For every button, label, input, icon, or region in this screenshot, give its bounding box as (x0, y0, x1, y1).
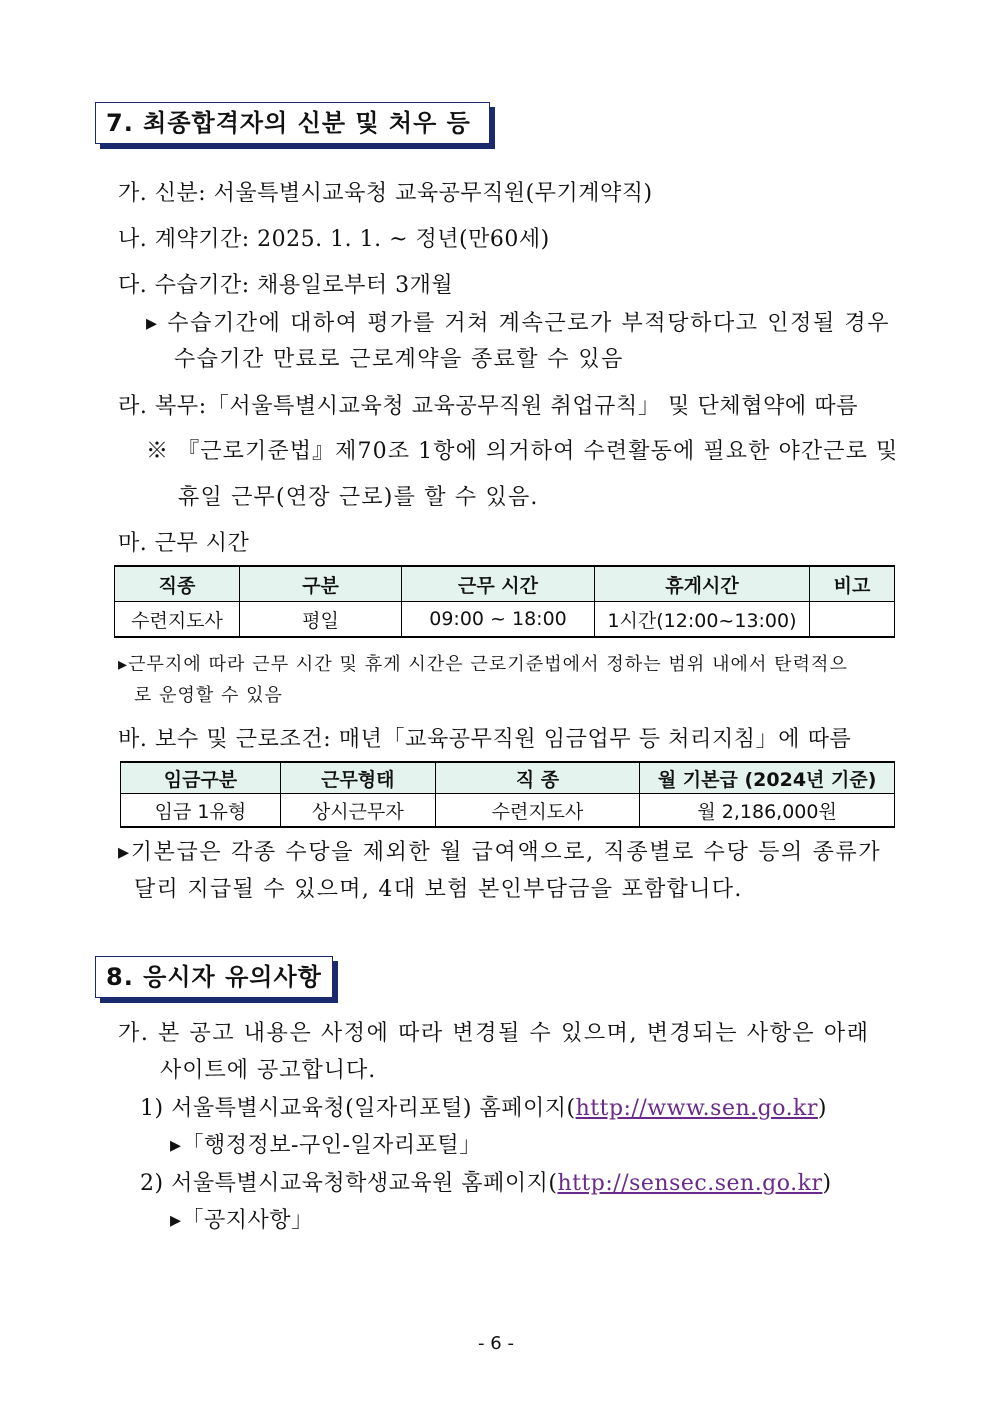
sen-homepage-link[interactable]: http://www.sen.go.kr (575, 1096, 818, 1121)
site-item-1-label: 1) 서울특별시교육청(일자리포털) 홈페이지( (140, 1096, 576, 1121)
cell-job-type: 수련지도사 (115, 602, 240, 638)
section-7-title (95, 102, 490, 144)
notice-ga-line2: 사이트에 공고합니다. (160, 1058, 377, 1083)
page-number: - 6 - (478, 1333, 514, 1354)
header-work-form: 근무형태 (280, 762, 435, 794)
header-pay-type: 임금구분 (121, 762, 281, 794)
header-remarks: 비고 (810, 566, 895, 602)
cell-job: 수련지도사 (435, 794, 640, 828)
cell-work-time: 09:00 ~ 18:00 (402, 602, 595, 638)
item-na-contract-period: 나. 계약기간: 2025. 1. 1. ~ 정년(만60세) (118, 227, 550, 252)
notice-ga-line1: 가. 본 공고 내용은 사정에 따라 변경될 수 있으며, 변경되는 사항은 아래 (118, 1021, 870, 1046)
site-item-2-path: ▸「공지사항」 (170, 1208, 314, 1233)
labor-law-note-line1: ※ 『근로기준법』제70조 1항에 의거하여 수련활동에 필요한 야간근로 및 (146, 439, 899, 464)
cell-monthly-base-pay: 월 2,186,000원 (640, 794, 895, 828)
work-hours-header-row (115, 566, 895, 602)
work-hours-note-line1: ▸근무지에 따라 근무 시간 및 휴게 시간은 근로기준법에서 정하는 범위 내에서 탄력적으 (118, 654, 848, 675)
item-ra-duty: 라. 복무:「서울특별시교육청 교육공무직원 취업규칙」 및 단체협약에 따름 (118, 394, 859, 419)
sensec-homepage-link[interactable]: http://sensec.sen.go.kr (557, 1171, 823, 1196)
cell-work-form: 상시근무자 (280, 794, 435, 828)
item-ga-status: 가. 신분: 서울특별시교육청 교육공무직원(무기계약직) (118, 181, 653, 206)
probation-note-line2: 수습기간 만료로 근로계약을 종료할 수 있음 (174, 347, 624, 372)
labor-law-note-line2: 휴일 근무(연장 근로)를 할 수 있음. (178, 485, 539, 510)
header-job: 직 종 (435, 762, 640, 794)
site-item-1 (140, 1091, 827, 1122)
pay-note-line1: ▸기본급은 각종 수당을 제외한 월 급여액으로, 직종별로 수당 등의 종류가 (118, 840, 882, 865)
site-item-1-path: ▸「행정정보-구인-일자리포털」 (170, 1133, 482, 1158)
pay-table (120, 761, 895, 828)
item-ma-work-hours: 마. 근무 시간 (118, 531, 250, 556)
section-8-title (95, 956, 333, 998)
cell-category: 평일 (240, 602, 402, 638)
work-hours-note-line2: 로 운영할 수 있음 (134, 685, 283, 706)
cell-break-time: 1시간(12:00~13:00) (595, 602, 810, 638)
item-da-probation: 다. 수습기간: 채용일로부터 3개월 (118, 273, 454, 298)
site-item-2-label: 2) 서울특별시교육청학생교육원 홈페이지( (140, 1171, 558, 1196)
header-job-type: 직종 (115, 566, 240, 602)
site-item-2-suffix: ) (822, 1171, 832, 1196)
header-break-time: 휴게시간 (595, 566, 810, 602)
site-item-1-suffix: ) (817, 1096, 828, 1121)
pay-note-line2: 달리 지급될 수 있으며, 4대 보험 본인부담금을 포함합니다. (134, 877, 743, 902)
section-7-title-text: 7. 최종합격자의 신분 및 처우 등 (106, 109, 471, 137)
work-hours-table (114, 565, 895, 638)
table-row (121, 794, 895, 828)
header-monthly-base-pay: 월 기본급 (2024년 기준) (640, 762, 895, 794)
cell-pay-type: 임금 1유형 (121, 794, 281, 828)
probation-note-line1: ▸ 수습기간에 대하여 평가를 거쳐 계속근로가 부적당하다고 인정될 경우 (146, 311, 891, 336)
pay-header-row (121, 762, 895, 794)
table-row (115, 602, 895, 638)
header-work-time: 근무 시간 (402, 566, 595, 602)
cell-remarks (810, 602, 895, 638)
item-ba-pay: 바. 보수 및 근로조건: 매년「교육공무직원 임금업무 등 처리지침」에 따름 (118, 727, 852, 752)
section-8-title-text: 8. 응시자 유의사항 (106, 963, 322, 991)
site-item-2 (140, 1166, 832, 1197)
header-category: 구분 (240, 566, 402, 602)
